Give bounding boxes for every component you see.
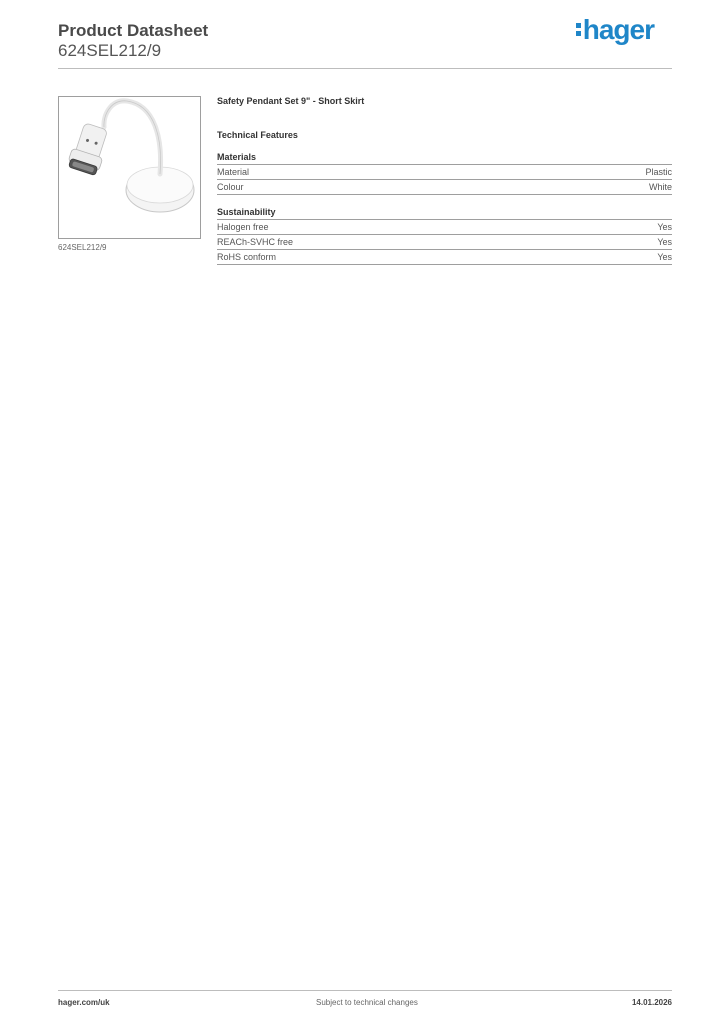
header-divider: [58, 68, 672, 69]
logo-dots-icon: [576, 20, 581, 39]
technical-features-heading: Technical Features: [217, 130, 298, 140]
footer-notice: Subject to technical changes: [316, 998, 418, 1007]
footer-website: hager.com/uk: [58, 998, 110, 1007]
spec-label: Colour: [217, 182, 244, 192]
header-block: [58, 21, 208, 61]
spec-value: Plastic: [645, 167, 672, 177]
spec-label: REACh-SVHC free: [217, 237, 294, 247]
spec-row-material: [217, 165, 672, 180]
spec-value: Yes: [657, 222, 672, 232]
spec-row-halogen-free: [217, 220, 672, 235]
product-code: 624SEL212/9: [58, 41, 162, 60]
spec-row-rohs: [217, 250, 672, 265]
footer-divider: [58, 990, 672, 991]
materials-heading: Materials: [217, 152, 672, 165]
spec-value: White: [648, 182, 672, 192]
pendant-light-icon: [59, 97, 200, 238]
brand-logo: [576, 14, 654, 46]
spec-label: Halogen free: [217, 222, 269, 232]
brand-name: hager: [582, 14, 654, 45]
page-title: Product Datasheet: [58, 21, 209, 40]
image-caption: 624SEL212/9: [58, 243, 107, 252]
spec-value: Yes: [657, 252, 672, 262]
sustainability-heading: Sustainability: [217, 207, 672, 220]
spec-label: Material: [217, 167, 250, 177]
footer-date: 14.01.2026: [631, 998, 672, 1007]
spec-row-reach-free: [217, 235, 672, 250]
product-name: Safety Pendant Set 9" - Short Skirt: [217, 96, 365, 106]
spec-row-colour: [217, 180, 672, 195]
spec-value: Yes: [657, 237, 672, 247]
product-image: [58, 96, 201, 239]
spec-label: RoHS conform: [217, 252, 277, 262]
datasheet-content: [217, 96, 672, 265]
